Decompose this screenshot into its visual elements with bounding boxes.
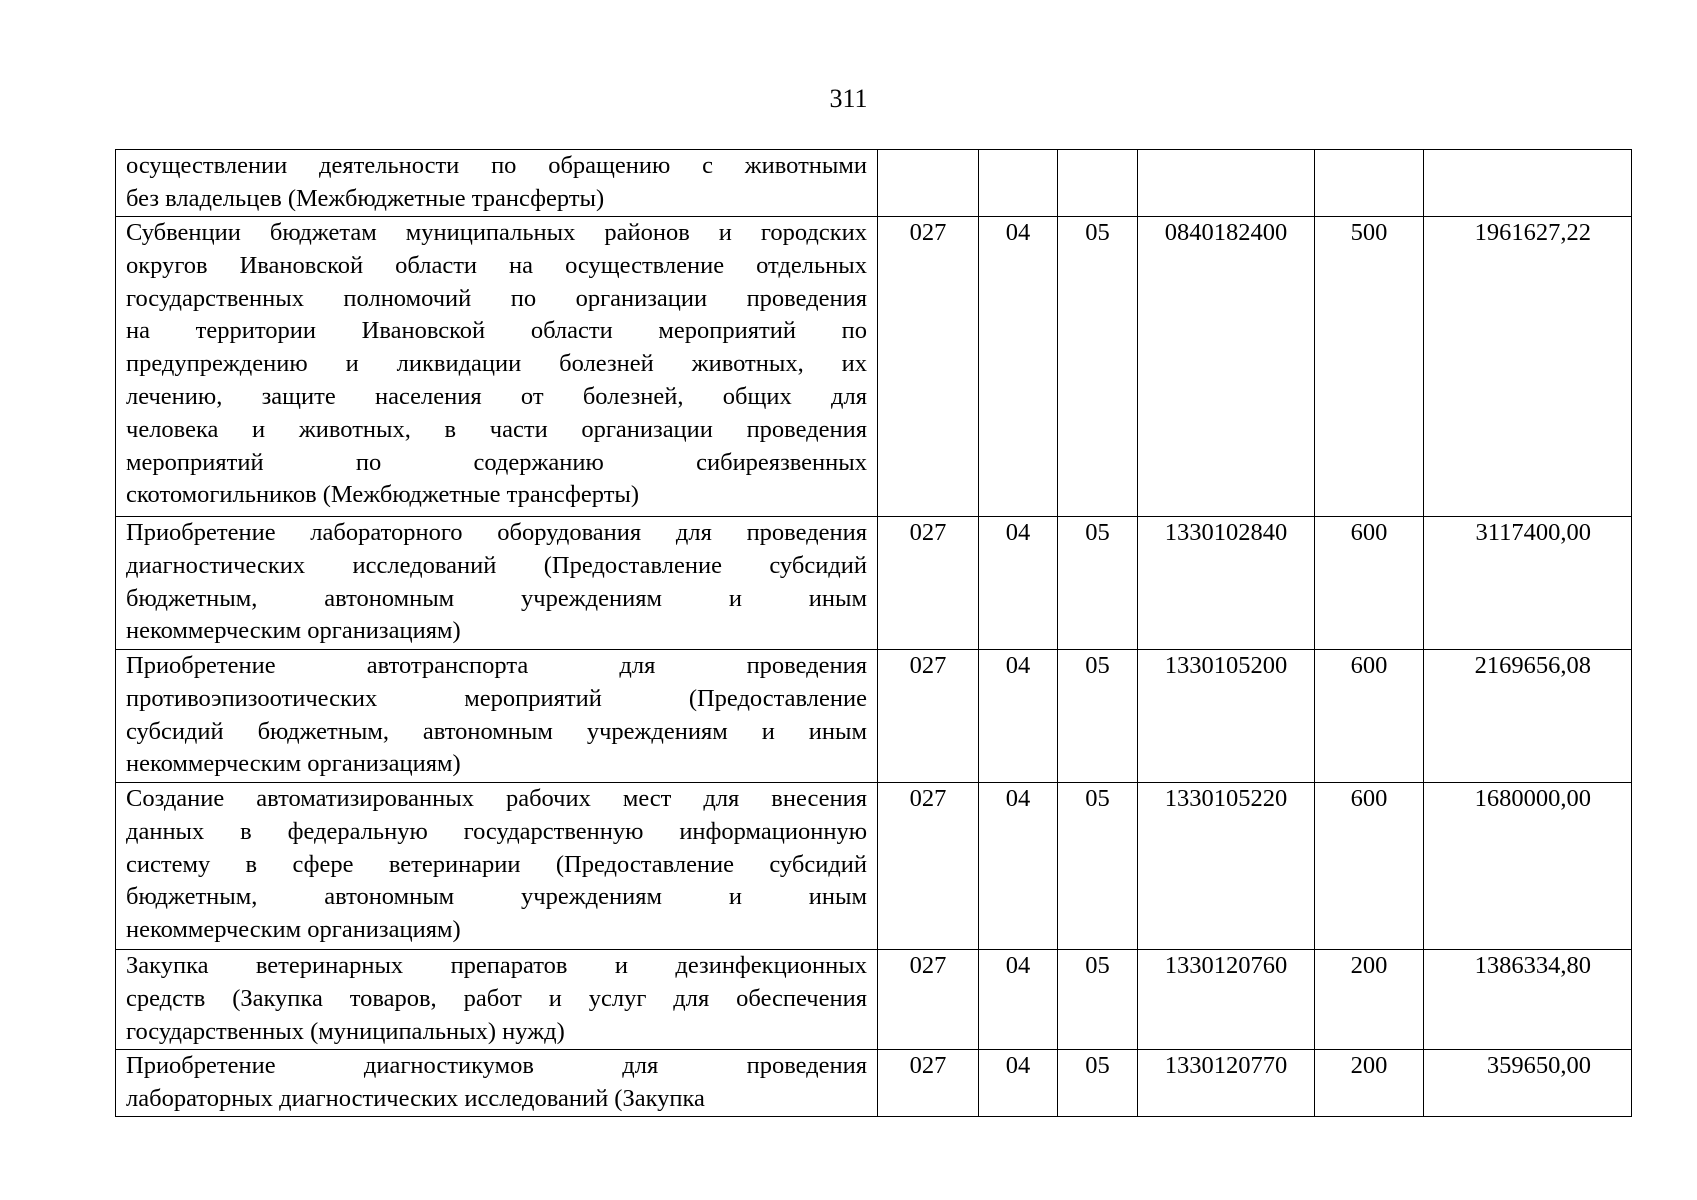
description-line: Создание автоматизированных рабочих мест для внесения bbox=[126, 785, 867, 812]
description-line: Приобретение автотранспорта для проведения bbox=[126, 652, 867, 679]
description-line: систему в сфере ветеринарии (Предоставление субсидий bbox=[126, 850, 867, 878]
description-line: субсидий бюджетным, автономным учреждениям и иным bbox=[126, 717, 867, 745]
description-line: Приобретение лабораторного оборудования для проведения bbox=[126, 519, 867, 546]
table-row bbox=[116, 650, 1632, 783]
cell-amount: 2169656,08 bbox=[1424, 650, 1632, 783]
cell-section-code: 04 bbox=[979, 650, 1058, 783]
cell-section-code bbox=[979, 150, 1058, 217]
cell-expense-type: 500 bbox=[1315, 217, 1424, 517]
cell-amount: 1961627,22 bbox=[1424, 217, 1632, 517]
cell-expense-type: 600 bbox=[1315, 783, 1424, 950]
description-line: некоммерческим организациям) bbox=[126, 750, 461, 778]
cell-target-article: 1330102840 bbox=[1138, 517, 1315, 650]
cell-expense-type: 200 bbox=[1315, 1050, 1424, 1117]
cell-ministry-code: 027 bbox=[878, 1050, 979, 1117]
description-line: некоммерческим организациям) bbox=[126, 916, 461, 944]
row-description bbox=[116, 1050, 878, 1117]
cell-expense-type: 200 bbox=[1315, 950, 1424, 1050]
cell-subsection-code: 05 bbox=[1058, 650, 1138, 783]
description-line: без владельцев (Межбюджетные трансферты) bbox=[126, 184, 605, 212]
cell-ministry-code bbox=[878, 150, 979, 217]
row-description bbox=[116, 950, 878, 1050]
description-line: осуществлении деятельности по обращению с животными bbox=[126, 152, 867, 179]
description-line: государственных полномочий по организации проведения bbox=[126, 284, 867, 312]
cell-subsection-code: 05 bbox=[1058, 783, 1138, 950]
description-line: скотомогильников (Межбюджетные трансферты) bbox=[126, 481, 640, 509]
table-row bbox=[116, 150, 1632, 217]
cell-amount: 359650,00 bbox=[1424, 1050, 1632, 1117]
row-description bbox=[116, 783, 878, 950]
description-line: лечению, защите населения от болезней, общих для bbox=[126, 382, 867, 410]
cell-amount: 1386334,80 bbox=[1424, 950, 1632, 1050]
description-line: Субвенции бюджетам муниципальных районов и городских bbox=[126, 219, 867, 246]
cell-target-article bbox=[1138, 150, 1315, 217]
cell-subsection-code bbox=[1058, 150, 1138, 217]
cell-amount: 3117400,00 bbox=[1424, 517, 1632, 650]
page-number bbox=[0, 84, 1697, 114]
cell-section-code: 04 bbox=[979, 783, 1058, 950]
cell-subsection-code: 05 bbox=[1058, 1050, 1138, 1117]
description-line: государственных (муниципальных) нужд) bbox=[126, 1017, 565, 1045]
cell-ministry-code: 027 bbox=[878, 650, 979, 783]
cell-subsection-code: 05 bbox=[1058, 517, 1138, 650]
table-row bbox=[116, 1050, 1632, 1117]
cell-subsection-code: 05 bbox=[1058, 217, 1138, 517]
description-line: данных в федеральную государственную информационную bbox=[126, 817, 867, 845]
description-line: мероприятий по содержанию сибиреязвенных bbox=[126, 448, 867, 476]
cell-target-article: 1330105220 bbox=[1138, 783, 1315, 950]
description-line: средств (Закупка товаров, работ и услуг для обеспечения bbox=[126, 984, 867, 1012]
description-line: Закупка ветеринарных препаратов и дезинфекционных bbox=[126, 952, 867, 979]
row-description bbox=[116, 650, 878, 783]
cell-expense-type bbox=[1315, 150, 1424, 217]
cell-section-code: 04 bbox=[979, 950, 1058, 1050]
cell-expense-type: 600 bbox=[1315, 517, 1424, 650]
table-body bbox=[116, 150, 1632, 1117]
cell-ministry-code: 027 bbox=[878, 783, 979, 950]
description-line: диагностических исследований (Предоставление субсидий bbox=[126, 551, 867, 579]
table-row bbox=[116, 217, 1632, 517]
cell-section-code: 04 bbox=[979, 1050, 1058, 1117]
description-line: бюджетным, автономным учреждениям и иным bbox=[126, 883, 867, 911]
description-line: некоммерческим организациям) bbox=[126, 617, 461, 645]
cell-ministry-code: 027 bbox=[878, 950, 979, 1050]
cell-target-article: 1330120760 bbox=[1138, 950, 1315, 1050]
cell-ministry-code: 027 bbox=[878, 217, 979, 517]
row-description bbox=[116, 217, 878, 517]
description-line: Приобретение диагностикумов для проведения bbox=[126, 1052, 867, 1079]
row-description bbox=[116, 150, 878, 217]
row-description bbox=[116, 517, 878, 650]
page-number-text: 311 bbox=[829, 84, 868, 113]
cell-target-article: 1330120770 bbox=[1138, 1050, 1315, 1117]
description-line: бюджетным, автономным учреждениям и иным bbox=[126, 584, 867, 612]
table-row bbox=[116, 950, 1632, 1050]
cell-section-code: 04 bbox=[979, 217, 1058, 517]
description-line: предупреждению и ликвидации болезней животных, их bbox=[126, 350, 867, 378]
table-row bbox=[116, 783, 1632, 950]
cell-section-code: 04 bbox=[979, 517, 1058, 650]
cell-target-article: 1330105200 bbox=[1138, 650, 1315, 783]
cell-subsection-code: 05 bbox=[1058, 950, 1138, 1050]
budget-table bbox=[115, 149, 1632, 1117]
cell-ministry-code: 027 bbox=[878, 517, 979, 650]
description-line: лабораторных диагностических исследований (Закупка bbox=[126, 1084, 705, 1112]
description-line: противоэпизоотических мероприятий (Предоставление bbox=[126, 684, 867, 712]
cell-target-article: 0840182400 bbox=[1138, 217, 1315, 517]
description-line: на территории Ивановской области мероприятий по bbox=[126, 317, 867, 345]
table-row bbox=[116, 517, 1632, 650]
cell-expense-type: 600 bbox=[1315, 650, 1424, 783]
description-line: округов Ивановской области на осуществление отдельных bbox=[126, 251, 867, 279]
description-line: человека и животных, в части организации проведения bbox=[126, 415, 867, 443]
cell-amount bbox=[1424, 150, 1632, 217]
cell-amount: 1680000,00 bbox=[1424, 783, 1632, 950]
